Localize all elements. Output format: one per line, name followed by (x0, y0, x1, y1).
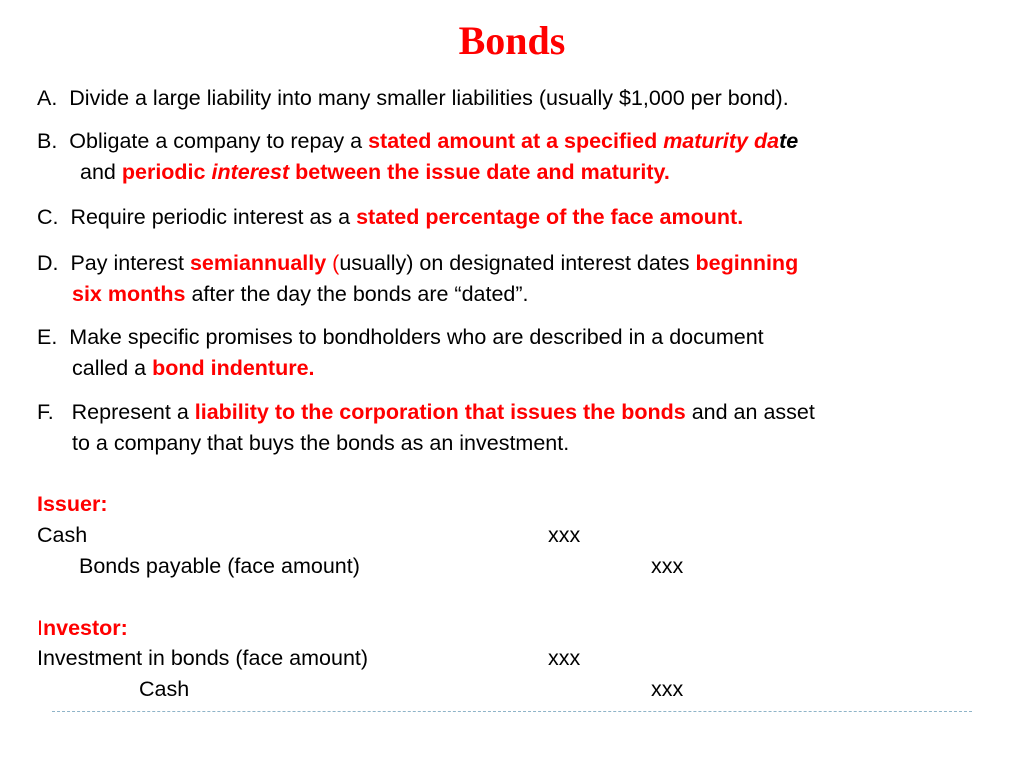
point-d (37, 248, 997, 310)
issuer-heading: Issuer: (37, 492, 108, 516)
point-e-text-2: called a (72, 356, 153, 380)
point-d-emphasis-3: six months (72, 282, 186, 306)
point-b-text-1: Obligate a company to repay a (69, 129, 369, 153)
point-d-letter: D. (37, 251, 59, 275)
point-e-line-1 (37, 322, 997, 353)
point-d-line-1 (37, 248, 997, 279)
point-f-emphasis: liability to the corporation that issues the bonds (194, 400, 686, 424)
point-b-emphasis-3: te (779, 129, 799, 153)
point-c-emphasis: stated percentage of the face amount. (356, 205, 744, 229)
point-b-emphasis-2: maturity da (663, 129, 780, 153)
point-d-text-1: Pay interest (70, 251, 190, 275)
point-a (37, 83, 997, 114)
point-d-line-2 (37, 279, 997, 310)
point-a-text: Divide a large liability into many smaller liabilities (usually $1,000 per bond). (69, 86, 789, 110)
point-e-letter: E. (37, 325, 58, 349)
point-b-text-2: and (80, 160, 122, 184)
point-c (37, 202, 997, 233)
point-f-line-1 (37, 397, 997, 428)
footer-divider (52, 711, 972, 712)
point-b-emphasis-4: periodic (121, 160, 212, 184)
point-d-text-3: after the day the bonds are “dated”. (185, 282, 529, 306)
slide-title-text: Bonds (458, 18, 566, 63)
point-f-text-2: and an asset (685, 400, 815, 424)
point-b-emphasis-1: stated amount at a specified (368, 129, 664, 153)
point-f-text-3: to a company that buys the bonds as an investment. (72, 431, 570, 455)
investor-heading-rest: nvestor: (42, 616, 128, 640)
issuer-debit-account: Cash (37, 523, 88, 547)
point-f (37, 397, 997, 459)
slide-title (0, 18, 1024, 64)
investor-debit-amount: xxx (548, 646, 581, 670)
investor-heading (37, 613, 128, 643)
investor-heading-initial: I (37, 616, 43, 640)
point-e-line-2 (37, 353, 997, 384)
investor-debit-account: Investment in bonds (face amount) (37, 646, 369, 670)
point-c-text: Require periodic interest as a (70, 205, 357, 229)
investor-credit-amount: xxx (651, 677, 684, 701)
point-f-text-1: Represent a (71, 400, 195, 424)
point-b-line-2 (37, 157, 997, 188)
point-e-text-1: Make specific promises to bondholders who are described in a document (69, 325, 764, 349)
point-b-letter: B. (37, 129, 58, 153)
point-d-paren: ( (326, 251, 340, 275)
point-d-emphasis-1: semiannually (189, 251, 327, 275)
point-b-line-1 (37, 126, 997, 157)
issuer-debit-amount: xxx (548, 523, 581, 547)
point-f-line-2 (37, 428, 997, 459)
point-d-text-2: usually) on designated interest dates (339, 251, 696, 275)
point-b (37, 126, 997, 188)
point-a-letter: A. (37, 86, 58, 110)
issuer-credit-account: Bonds payable (face amount) (79, 554, 360, 578)
point-b-emphasis-6: between the issue date and maturity. (289, 160, 670, 184)
point-c-letter: C. (37, 205, 59, 229)
point-b-emphasis-5: interest (211, 160, 290, 184)
point-e-emphasis: bond indenture. (152, 356, 315, 380)
point-d-emphasis-2: beginning (695, 251, 799, 275)
point-e (37, 322, 997, 384)
point-f-letter: F. (37, 400, 54, 424)
investor-credit-account: Cash (139, 677, 190, 701)
issuer-credit-amount: xxx (651, 554, 684, 578)
